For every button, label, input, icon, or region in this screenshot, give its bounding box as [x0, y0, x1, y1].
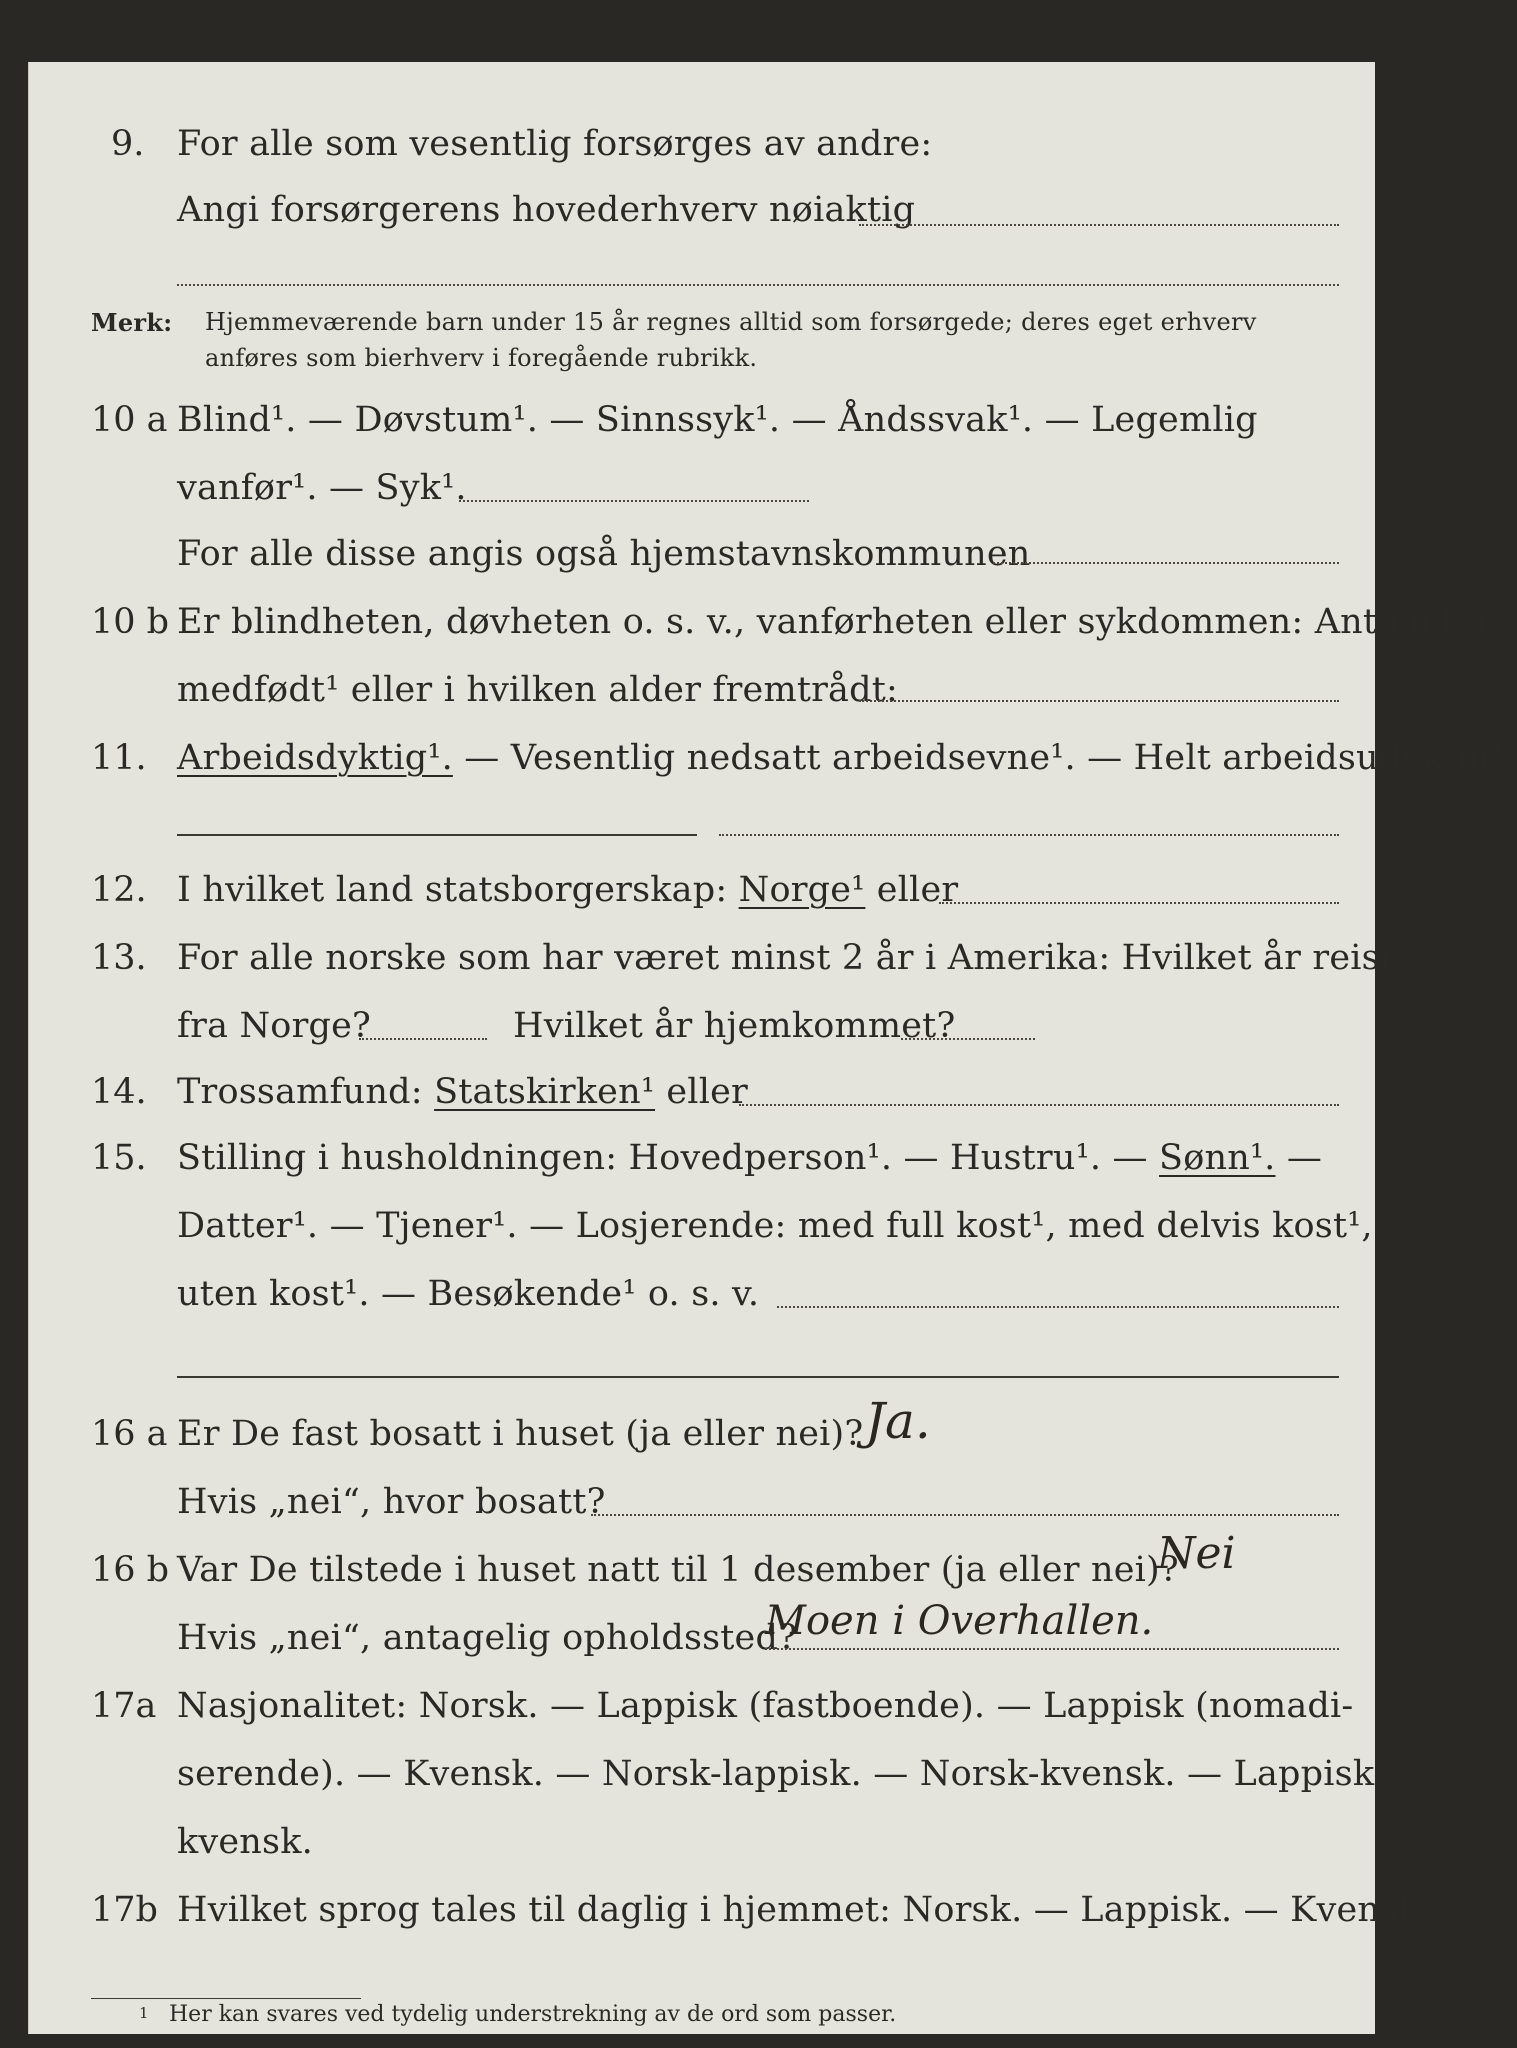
q17a-number: 17a: [91, 1686, 157, 1726]
q16b-line2: Hvis „nei“, antagelig opholdssted?: [177, 1618, 798, 1658]
q15-number: 15.: [91, 1138, 147, 1178]
q16a-number: 16 a: [91, 1414, 168, 1454]
q11-number: 11.: [91, 738, 147, 778]
q10a-kommune-line[interactable]: [993, 562, 1339, 564]
q12-underlined-answer: Norge¹: [738, 870, 866, 910]
q11-underlined-answer: Arbeidsdyktig¹.: [177, 738, 453, 778]
q10a-answer-line[interactable]: [459, 500, 809, 502]
q10b-number: 10 b: [91, 602, 170, 642]
q13-line2a: fra Norge?: [177, 1006, 371, 1046]
q10a-line1: Blind¹. — Døvstum¹. — Sinnssyk¹. — Åndssvak¹. — Legemlig: [177, 400, 1258, 440]
q15-answer-line[interactable]: [777, 1306, 1339, 1308]
q16b-place-line[interactable]: [765, 1648, 1339, 1650]
q11-rule-right[interactable]: [719, 834, 1339, 836]
q16a-bosatt-line[interactable]: [591, 1514, 1339, 1516]
footnote-rule: [91, 1998, 361, 1999]
footnote-text: Her kan svares ved tydelig understrekning av de ord som passer.: [169, 2002, 897, 2027]
q16a-line1: Er De fast bosatt i huset (ja eller nei)?: [177, 1414, 864, 1454]
q14-question: Trossamfund:: [177, 1072, 423, 1112]
merk-label: Merk:: [91, 308, 173, 337]
q14-underlined-answer: Statskirken¹: [434, 1072, 656, 1112]
merk-line1: Hjemmeværende barn under 15 år regnes alltid som forsørgede; deres eget erhverv: [205, 308, 1257, 336]
q13-line1: For alle norske som har været minst 2 år i Amerika: Hvilket år reist: [177, 938, 1395, 978]
q16b-line1: Var De tilstede i huset natt til 1 desember (ja eller nei)?: [177, 1550, 1179, 1590]
footnote-mark: 1: [139, 2004, 149, 2022]
q10b-line1: Er blindheten, døvheten o. s. v., vanførheten eller sykdommen: Antagelig: [177, 602, 1488, 642]
q10a-line2: vanfør¹. — Syk¹.: [177, 468, 467, 508]
q14-line: [177, 1072, 748, 1112]
q10a-number: 10 a: [91, 400, 168, 440]
q16b-handwritten-place: Moen i Overhallen.: [765, 1598, 1154, 1644]
q9-line1: For alle som vesentlig forsørges av andre:: [177, 124, 933, 164]
q9-answer-line[interactable]: [859, 224, 1339, 226]
q11-rest: — Vesentlig nedsatt arbeidsevne¹. — Helt arbeidsudyktig¹.: [452, 738, 1517, 778]
q12-number: 12.: [91, 870, 147, 910]
q16a-line2: Hvis „nei“, hvor bosatt?: [177, 1482, 606, 1522]
q16b-handwritten-answer: Nei: [1157, 1528, 1236, 1579]
q10b-answer-line[interactable]: [859, 700, 1339, 702]
q12-eller: eller: [876, 870, 959, 910]
q12-answer-line[interactable]: [939, 902, 1339, 904]
q12-question: I hvilket land statsborgerskap:: [177, 870, 728, 910]
q10b-line2: medfødt¹ eller i hvilken alder fremtrådt:: [177, 670, 898, 710]
q16a-handwritten-answer: Ja.: [865, 1392, 931, 1450]
q17a-line1: Nasjonalitet: Norsk. — Lappisk (fastboende). — Lappisk (nomadi-: [177, 1686, 1354, 1726]
q13-reist-line[interactable]: [359, 1038, 487, 1040]
census-form-page: [28, 62, 1517, 2034]
q15-rule: [177, 1376, 1339, 1378]
q12-line: [177, 870, 958, 910]
q11-line: [177, 738, 1517, 778]
q9-line2: Angi forsørgerens hovederhverv nøiaktig: [177, 190, 916, 230]
q15-line1: [177, 1138, 1322, 1178]
q17b-number: 17b: [91, 1890, 158, 1930]
q14-eller: eller: [666, 1072, 748, 1112]
q15-line2: Datter¹. — Tjener¹. — Losjerende: med full kost¹, med delvis kost¹,: [177, 1206, 1373, 1246]
q13-hjemkommet-line[interactable]: [901, 1038, 1035, 1040]
q13-number: 13.: [91, 938, 147, 978]
q17a-line3: kvensk.: [177, 1822, 313, 1862]
q15-underlined-answer: Sønn¹.: [1159, 1138, 1276, 1178]
q15-dash: —: [1286, 1138, 1323, 1178]
merk-line2: anføres som bierhverv i foregående rubrikk.: [205, 344, 758, 372]
q9-number: 9.: [111, 124, 145, 164]
q17a-line2: serende). — Kvensk. — Norsk-lappisk. — Norsk-kvensk. — Lappisk-: [177, 1754, 1386, 1794]
q13-line2b: Hvilket år hjemkommet?: [513, 1006, 956, 1046]
q9-answer-line-2[interactable]: [177, 284, 1339, 286]
q14-answer-line[interactable]: [739, 1104, 1339, 1106]
q15-line1-text: Stilling i husholdningen: Hovedperson¹. — Hustru¹. —: [177, 1138, 1148, 1178]
q16b-number: 16 b: [91, 1550, 170, 1590]
q11-rule-left: [177, 834, 697, 836]
q17b-line1: Hvilket sprog tales til daglig i hjemmet: Norsk. — Lappisk. — Kvensk.: [177, 1890, 1431, 1930]
q10a-line3: For alle disse angis også hjemstavnskommunen: [177, 534, 1031, 574]
q14-number: 14.: [91, 1072, 147, 1112]
q15-line3: uten kost¹. — Besøkende¹ o. s. v.: [177, 1274, 760, 1314]
